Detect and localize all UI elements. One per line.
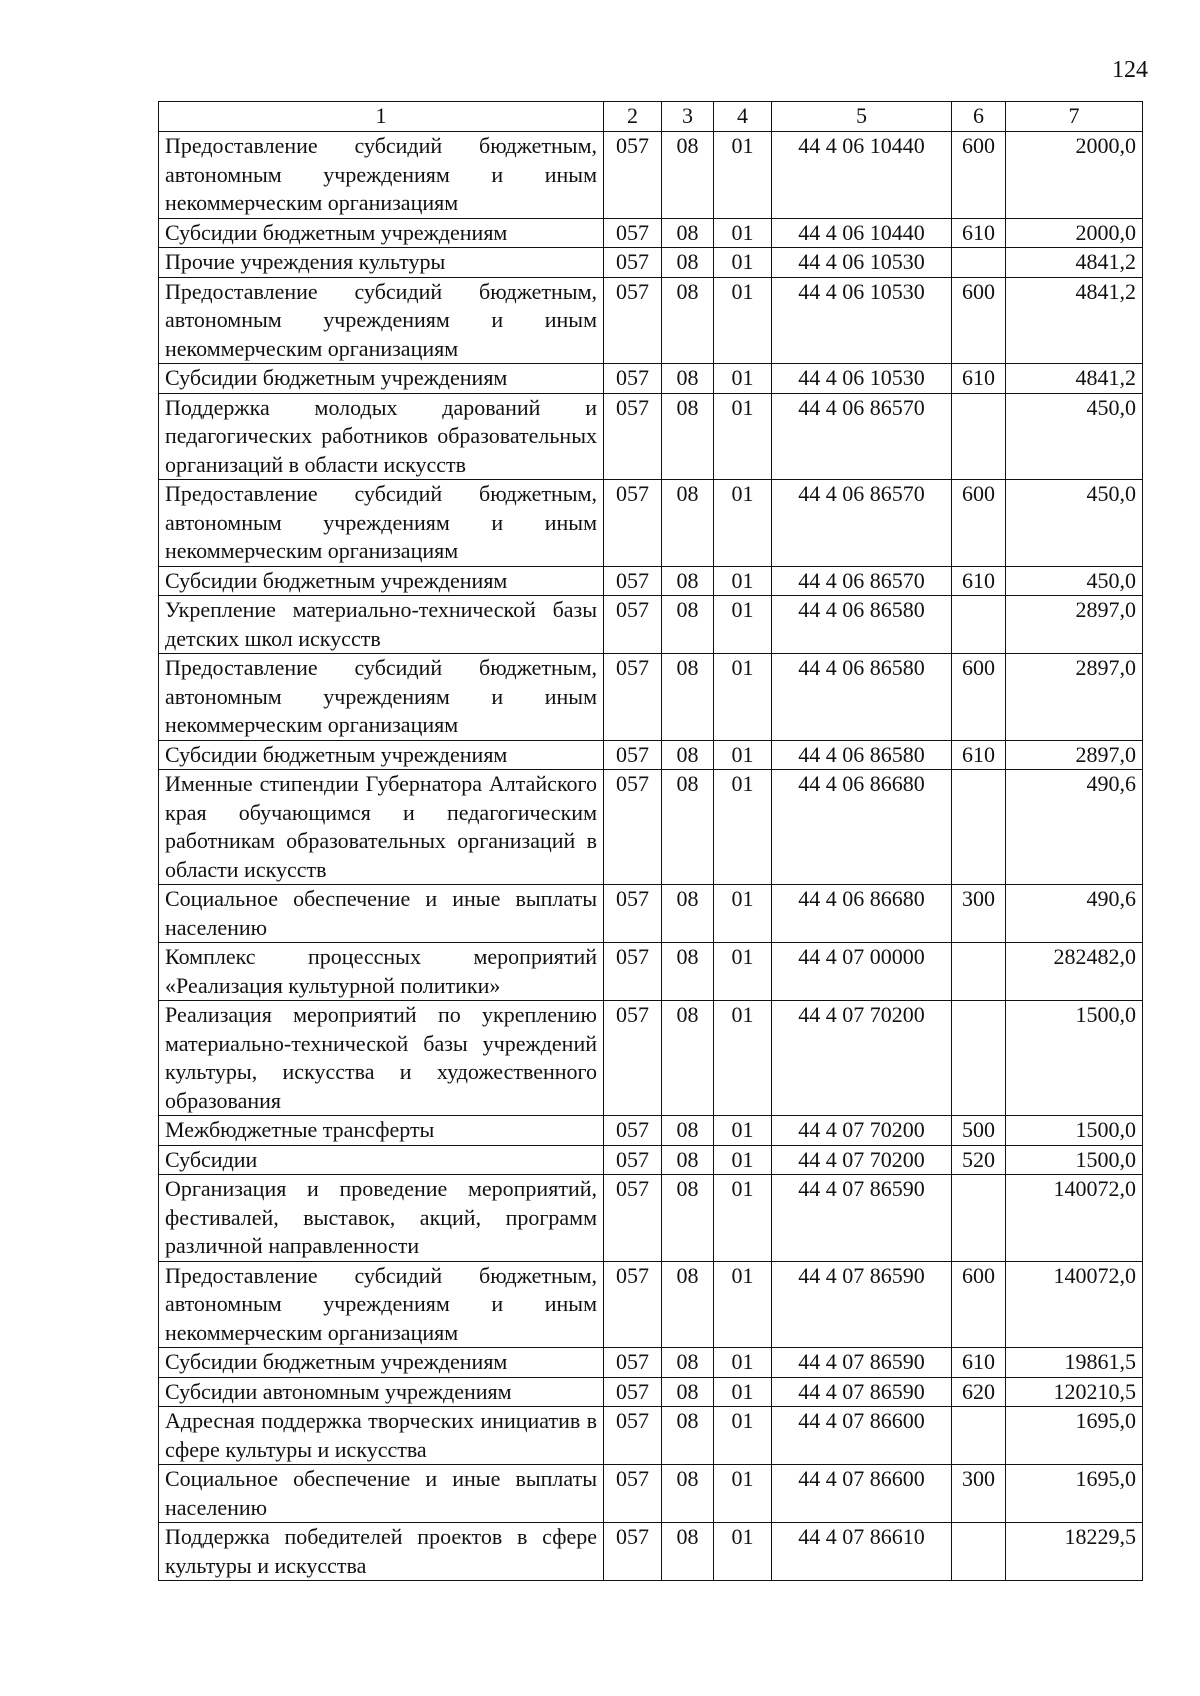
subsection-cell: 01 xyxy=(714,248,772,278)
ministry-code-cell: 057 xyxy=(604,248,662,278)
ministry-code-cell: 057 xyxy=(604,1523,662,1581)
ministry-code-cell: 057 xyxy=(604,277,662,364)
item-name-cell: Предоставление субсидий бюджетным, автономным учреждениям и иным некоммерческим организациям xyxy=(159,132,604,219)
amount-cell: 1695,0 xyxy=(1006,1407,1143,1465)
section-cell: 08 xyxy=(662,248,714,278)
table-body xyxy=(159,132,1143,1581)
ministry-code-cell: 057 xyxy=(604,1348,662,1378)
target-article-cell: 44 4 07 00000 xyxy=(772,943,952,1001)
amount-cell: 18229,5 xyxy=(1006,1523,1143,1581)
item-name-cell: Предоставление субсидий бюджетным, автономным учреждениям и иным некоммерческим организациям xyxy=(159,277,604,364)
target-article-cell: 44 4 07 86600 xyxy=(772,1407,952,1465)
subsection-cell: 01 xyxy=(714,480,772,567)
table-row xyxy=(159,1175,1143,1262)
table-row xyxy=(159,1261,1143,1348)
expense-type-cell: 600 xyxy=(952,480,1006,567)
section-cell: 08 xyxy=(662,654,714,741)
amount-cell: 140072,0 xyxy=(1006,1175,1143,1262)
amount-cell: 120210,5 xyxy=(1006,1377,1143,1407)
ministry-code-cell: 057 xyxy=(604,885,662,943)
expense-type-cell xyxy=(952,943,1006,1001)
ministry-code-cell: 057 xyxy=(604,566,662,596)
amount-cell: 2897,0 xyxy=(1006,654,1143,741)
target-article-cell: 44 4 06 86570 xyxy=(772,480,952,567)
table-row xyxy=(159,1377,1143,1407)
item-name-cell: Предоставление субсидий бюджетным, автономным учреждениям и иным некоммерческим организациям xyxy=(159,480,604,567)
table-header-row xyxy=(159,102,1143,132)
target-article-cell: 44 4 07 70200 xyxy=(772,1116,952,1146)
table-row xyxy=(159,885,1143,943)
item-name-cell: Организация и проведение мероприятий, фестивалей, выставок, акций, программ различной направленности xyxy=(159,1175,604,1262)
table-row xyxy=(159,248,1143,278)
ministry-code-cell: 057 xyxy=(604,1261,662,1348)
subsection-cell: 01 xyxy=(714,1348,772,1378)
amount-cell: 4841,2 xyxy=(1006,248,1143,278)
target-article-cell: 44 4 07 86590 xyxy=(772,1261,952,1348)
table-row xyxy=(159,943,1143,1001)
target-article-cell: 44 4 07 86610 xyxy=(772,1523,952,1581)
item-name-cell: Комплекс процессных мероприятий «Реализация культурной политики» xyxy=(159,943,604,1001)
ministry-code-cell: 057 xyxy=(604,480,662,567)
expense-type-cell xyxy=(952,1523,1006,1581)
amount-cell: 490,6 xyxy=(1006,770,1143,885)
table-row xyxy=(159,1145,1143,1175)
subsection-cell: 01 xyxy=(714,943,772,1001)
item-name-cell: Субсидии xyxy=(159,1145,604,1175)
expense-type-cell xyxy=(952,393,1006,480)
target-article-cell: 44 4 06 10530 xyxy=(772,364,952,394)
subsection-cell: 01 xyxy=(714,770,772,885)
item-name-cell: Поддержка победителей проектов в сфере культуры и искусства xyxy=(159,1523,604,1581)
column-header: 6 xyxy=(952,102,1006,132)
ministry-code-cell: 057 xyxy=(604,596,662,654)
column-header: 7 xyxy=(1006,102,1143,132)
amount-cell: 19861,5 xyxy=(1006,1348,1143,1378)
amount-cell: 2897,0 xyxy=(1006,596,1143,654)
target-article-cell: 44 4 06 86570 xyxy=(772,393,952,480)
section-cell: 08 xyxy=(662,1523,714,1581)
table-row xyxy=(159,132,1143,219)
section-cell: 08 xyxy=(662,364,714,394)
table-row xyxy=(159,1523,1143,1581)
table-row xyxy=(159,770,1143,885)
item-name-cell: Субсидии бюджетным учреждениям xyxy=(159,364,604,394)
expense-type-cell: 600 xyxy=(952,1261,1006,1348)
amount-cell: 1695,0 xyxy=(1006,1465,1143,1523)
amount-cell: 2000,0 xyxy=(1006,218,1143,248)
item-name-cell: Укрепление материально-технической базы детских школ искусств xyxy=(159,596,604,654)
item-name-cell: Адресная поддержка творческих инициатив в сфере культуры и искусства xyxy=(159,1407,604,1465)
section-cell: 08 xyxy=(662,1001,714,1116)
expense-type-cell xyxy=(952,596,1006,654)
target-article-cell: 44 4 07 86590 xyxy=(772,1348,952,1378)
section-cell: 08 xyxy=(662,770,714,885)
amount-cell: 1500,0 xyxy=(1006,1145,1143,1175)
expense-type-cell xyxy=(952,1175,1006,1262)
subsection-cell: 01 xyxy=(714,1261,772,1348)
item-name-cell: Социальное обеспечение и иные выплаты населению xyxy=(159,885,604,943)
section-cell: 08 xyxy=(662,1377,714,1407)
table-row xyxy=(159,218,1143,248)
table-row xyxy=(159,393,1143,480)
expense-type-cell xyxy=(952,248,1006,278)
section-cell: 08 xyxy=(662,480,714,567)
budget-table xyxy=(158,101,1143,1581)
ministry-code-cell: 057 xyxy=(604,740,662,770)
target-article-cell: 44 4 06 86580 xyxy=(772,740,952,770)
target-article-cell: 44 4 06 86580 xyxy=(772,654,952,741)
subsection-cell: 01 xyxy=(714,566,772,596)
target-article-cell: 44 4 06 10530 xyxy=(772,277,952,364)
section-cell: 08 xyxy=(662,943,714,1001)
expense-type-cell: 300 xyxy=(952,885,1006,943)
target-article-cell: 44 4 06 86580 xyxy=(772,596,952,654)
section-cell: 08 xyxy=(662,218,714,248)
expense-type-cell: 300 xyxy=(952,1465,1006,1523)
section-cell: 08 xyxy=(662,1407,714,1465)
subsection-cell: 01 xyxy=(714,1001,772,1116)
expense-type-cell: 520 xyxy=(952,1145,1006,1175)
table-row xyxy=(159,277,1143,364)
expense-type-cell xyxy=(952,1407,1006,1465)
amount-cell: 2000,0 xyxy=(1006,132,1143,219)
table-row xyxy=(159,740,1143,770)
subsection-cell: 01 xyxy=(714,654,772,741)
target-article-cell: 44 4 06 10440 xyxy=(772,132,952,219)
section-cell: 08 xyxy=(662,566,714,596)
item-name-cell: Реализация мероприятий по укреплению материально-технической базы учреждений культуры, искусства и художественного образования xyxy=(159,1001,604,1116)
subsection-cell: 01 xyxy=(714,740,772,770)
section-cell: 08 xyxy=(662,1261,714,1348)
column-header: 5 xyxy=(772,102,952,132)
table-row xyxy=(159,1407,1143,1465)
target-article-cell: 44 4 07 86600 xyxy=(772,1465,952,1523)
amount-cell: 1500,0 xyxy=(1006,1116,1143,1146)
section-cell: 08 xyxy=(662,1348,714,1378)
ministry-code-cell: 057 xyxy=(604,1001,662,1116)
page-number: 124 xyxy=(1112,57,1148,83)
expense-type-cell: 500 xyxy=(952,1116,1006,1146)
amount-cell: 490,6 xyxy=(1006,885,1143,943)
table-row xyxy=(159,1116,1143,1146)
section-cell: 08 xyxy=(662,1175,714,1262)
subsection-cell: 01 xyxy=(714,277,772,364)
subsection-cell: 01 xyxy=(714,393,772,480)
table-row xyxy=(159,654,1143,741)
ministry-code-cell: 057 xyxy=(604,1377,662,1407)
target-article-cell: 44 4 06 10530 xyxy=(772,248,952,278)
target-article-cell: 44 4 06 86570 xyxy=(772,566,952,596)
table-row xyxy=(159,480,1143,567)
target-article-cell: 44 4 06 10440 xyxy=(772,218,952,248)
ministry-code-cell: 057 xyxy=(604,218,662,248)
target-article-cell: 44 4 07 70200 xyxy=(772,1145,952,1175)
item-name-cell: Межбюджетные трансферты xyxy=(159,1116,604,1146)
ministry-code-cell: 057 xyxy=(604,132,662,219)
table-row xyxy=(159,364,1143,394)
item-name-cell: Прочие учреждения культуры xyxy=(159,248,604,278)
subsection-cell: 01 xyxy=(714,1145,772,1175)
subsection-cell: 01 xyxy=(714,596,772,654)
table-row xyxy=(159,1348,1143,1378)
subsection-cell: 01 xyxy=(714,1465,772,1523)
section-cell: 08 xyxy=(662,1116,714,1146)
section-cell: 08 xyxy=(662,596,714,654)
expense-type-cell: 600 xyxy=(952,132,1006,219)
ministry-code-cell: 057 xyxy=(604,1407,662,1465)
section-cell: 08 xyxy=(662,885,714,943)
amount-cell: 282482,0 xyxy=(1006,943,1143,1001)
section-cell: 08 xyxy=(662,132,714,219)
expense-type-cell xyxy=(952,1001,1006,1116)
expense-type-cell: 610 xyxy=(952,364,1006,394)
expense-type-cell: 610 xyxy=(952,740,1006,770)
expense-type-cell: 620 xyxy=(952,1377,1006,1407)
amount-cell: 450,0 xyxy=(1006,393,1143,480)
target-article-cell: 44 4 07 86590 xyxy=(772,1377,952,1407)
amount-cell: 450,0 xyxy=(1006,566,1143,596)
ministry-code-cell: 057 xyxy=(604,393,662,480)
subsection-cell: 01 xyxy=(714,1523,772,1581)
target-article-cell: 44 4 06 86680 xyxy=(772,885,952,943)
target-article-cell: 44 4 07 86590 xyxy=(772,1175,952,1262)
ministry-code-cell: 057 xyxy=(604,1465,662,1523)
subsection-cell: 01 xyxy=(714,364,772,394)
item-name-cell: Субсидии бюджетным учреждениям xyxy=(159,566,604,596)
section-cell: 08 xyxy=(662,1465,714,1523)
amount-cell: 4841,2 xyxy=(1006,364,1143,394)
ministry-code-cell: 057 xyxy=(604,943,662,1001)
item-name-cell: Поддержка молодых дарований и педагогических работников образовательных организаций в области искусств xyxy=(159,393,604,480)
column-header: 4 xyxy=(714,102,772,132)
table-row xyxy=(159,1465,1143,1523)
table-row xyxy=(159,1001,1143,1116)
expense-type-cell: 610 xyxy=(952,218,1006,248)
ministry-code-cell: 057 xyxy=(604,770,662,885)
ministry-code-cell: 057 xyxy=(604,1116,662,1146)
item-name-cell: Предоставление субсидий бюджетным, автономным учреждениям и иным некоммерческим организациям xyxy=(159,654,604,741)
table-row xyxy=(159,566,1143,596)
section-cell: 08 xyxy=(662,393,714,480)
item-name-cell: Субсидии бюджетным учреждениям xyxy=(159,740,604,770)
ministry-code-cell: 057 xyxy=(604,364,662,394)
amount-cell: 4841,2 xyxy=(1006,277,1143,364)
item-name-cell: Социальное обеспечение и иные выплаты населению xyxy=(159,1465,604,1523)
subsection-cell: 01 xyxy=(714,1175,772,1262)
ministry-code-cell: 057 xyxy=(604,1145,662,1175)
section-cell: 08 xyxy=(662,277,714,364)
item-name-cell: Предоставление субсидий бюджетным, автономным учреждениям и иным некоммерческим организациям xyxy=(159,1261,604,1348)
item-name-cell: Субсидии бюджетным учреждениям xyxy=(159,218,604,248)
table-row xyxy=(159,596,1143,654)
subsection-cell: 01 xyxy=(714,1116,772,1146)
expense-type-cell: 610 xyxy=(952,1348,1006,1378)
column-header: 2 xyxy=(604,102,662,132)
item-name-cell: Именные стипендии Губернатора Алтайского края обучающимся и педагогическим работникам образовательных организаций в области искусств xyxy=(159,770,604,885)
subsection-cell: 01 xyxy=(714,1407,772,1465)
ministry-code-cell: 057 xyxy=(604,1175,662,1262)
expense-type-cell: 600 xyxy=(952,654,1006,741)
expense-type-cell xyxy=(952,770,1006,885)
target-article-cell: 44 4 06 86680 xyxy=(772,770,952,885)
subsection-cell: 01 xyxy=(714,885,772,943)
amount-cell: 140072,0 xyxy=(1006,1261,1143,1348)
section-cell: 08 xyxy=(662,740,714,770)
amount-cell: 450,0 xyxy=(1006,480,1143,567)
expense-type-cell: 610 xyxy=(952,566,1006,596)
subsection-cell: 01 xyxy=(714,132,772,219)
amount-cell: 1500,0 xyxy=(1006,1001,1143,1116)
section-cell: 08 xyxy=(662,1145,714,1175)
expense-type-cell: 600 xyxy=(952,277,1006,364)
item-name-cell: Субсидии бюджетным учреждениям xyxy=(159,1348,604,1378)
item-name-cell: Субсидии автономным учреждениям xyxy=(159,1377,604,1407)
target-article-cell: 44 4 07 70200 xyxy=(772,1001,952,1116)
column-header: 1 xyxy=(159,102,604,132)
amount-cell: 2897,0 xyxy=(1006,740,1143,770)
subsection-cell: 01 xyxy=(714,1377,772,1407)
subsection-cell: 01 xyxy=(714,218,772,248)
column-header: 3 xyxy=(662,102,714,132)
ministry-code-cell: 057 xyxy=(604,654,662,741)
